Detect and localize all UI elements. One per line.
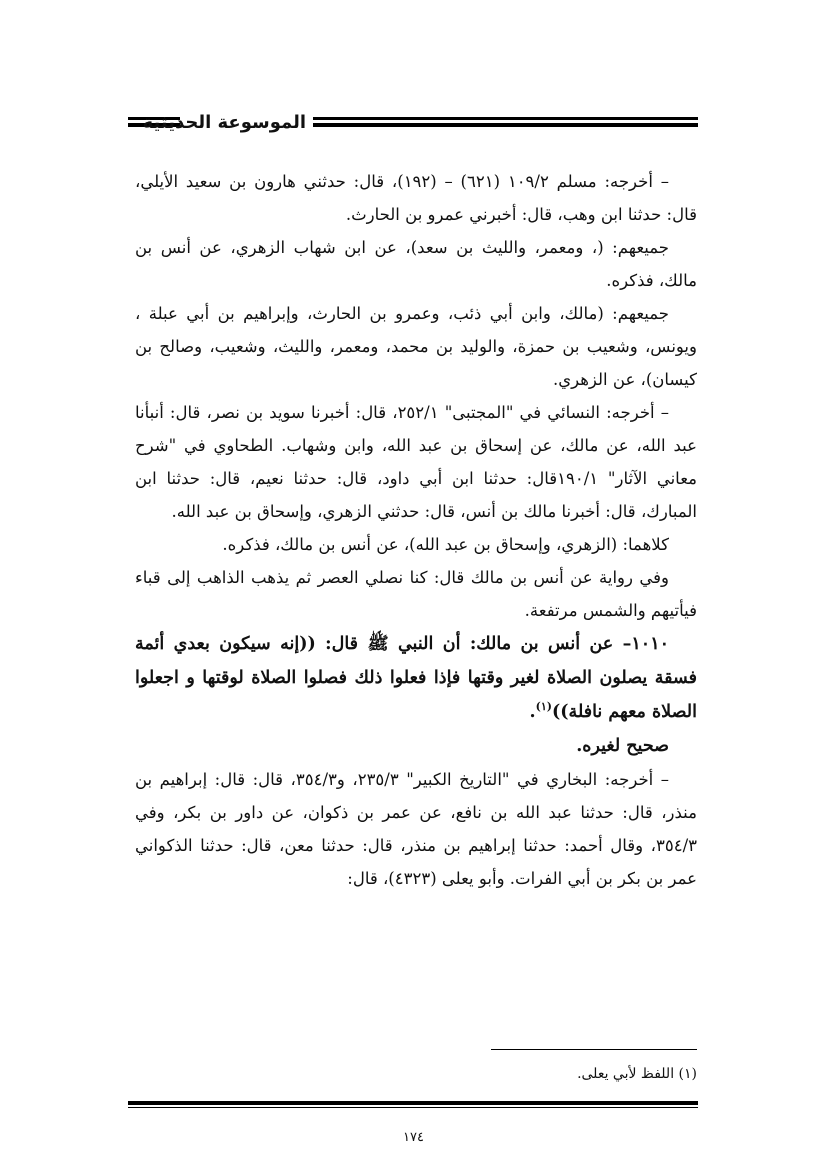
page-bottom-rule (128, 1101, 698, 1108)
paragraph: – أخرجه: البخاري في "التاريخ الكبير" ٢٣٥/٣، و٣٥٤/٣، قال: قال: إبراهيم بن منذر، قال: حدثنا عبد الله بن نافع، عن عمر بن ذكوان، عن داور بن بكر، وفي ٣٥٤/٣، وقال أحمد: حدثنا إبراهيم بن منذر، قال: حدثنا معن، قال: حدثنا الذكواني عمر بن بكر بن أبي الفرات. وأبو يعلى (٤٣٢٣)، قال: (135, 770, 697, 888)
paragraph: – أخرجه: مسلم ١٠٩/٢ (٦٢١) – (١٩٢)، قال: حدثني هارون بن سعيد الأيلي، قال: حدثنا ابن وهب، قال: أخبرني عمرو بن الحارث. (135, 172, 697, 224)
hadith-grade: صحيح لغيره. (576, 736, 669, 756)
page-number: ١٧٤ (403, 1130, 424, 1145)
header-title: الموسوعة الحديثية (142, 112, 306, 133)
hadith-text (135, 627, 697, 729)
paragraph: وفي رواية عن أنس بن مالك قال: كنا نصلي العصر ثم يذهب الذاهب إلى قباء فيأتيهم والشمس مرتفعة. (135, 568, 697, 620)
page-header (128, 108, 698, 138)
paragraph: جميعهم: (، ومعمر، والليث بن سعد)، عن ابن شهاب الزهري، عن أنس بن مالك، فذكره. (135, 238, 697, 290)
hadith-end: . (529, 702, 536, 722)
paragraph: كلاهما: (الزهري، وإسحاق بن عبد الله)، عن أنس بن مالك، فذكره. (222, 535, 669, 554)
footnote: (١) اللفظ لأبي يعلى. (577, 1066, 697, 1082)
header-rule-right (313, 117, 698, 128)
paragraph: جميعهم: (مالك، وابن أبي ذئب، وعمرو بن الحارث، وإبراهيم بن أبي عبلة ، ويونس، وشعيب بن حمزة، والوليد بن محمد، ومعمر، والليث، وشعيب، وصالح بن كيسان)، عن الزهري. (135, 304, 697, 389)
footnote-divider (491, 1049, 697, 1050)
main-text (135, 165, 697, 895)
paragraph: – أخرجه: النسائي في "المجتبى" ٢٥٢/١، قال: أخبرنا سويد بن نصر، قال: أنبأنا عبد الله، عن مالك، عن إسحاق بن عبد الله، وابن وشهاب. الطحاوي في "شرح معاني الآثار" ١٩٠/١قال: حدثنا ابن أبي داود، قال: حدثنا نعيم، قال: حدثنا ابن المبارك، قال: أخبرنا مالك بن أنس، قال: حدثني الزهري، وإسحاق بن عبد الله. (135, 403, 697, 521)
hadith-body: ١٠١٠– عن أنس بن مالك: أن النبي ﷺ قال: ((إنه سيكون بعدي أئمة فسقة يصلون الصلاة لغير وقتها فإذا فعلوا ذلك فصلوا الصلاة لوقتها و اجعلوا الصلاة معهم نافلة)) (135, 634, 697, 722)
footnote-ref: (١) (535, 700, 552, 714)
